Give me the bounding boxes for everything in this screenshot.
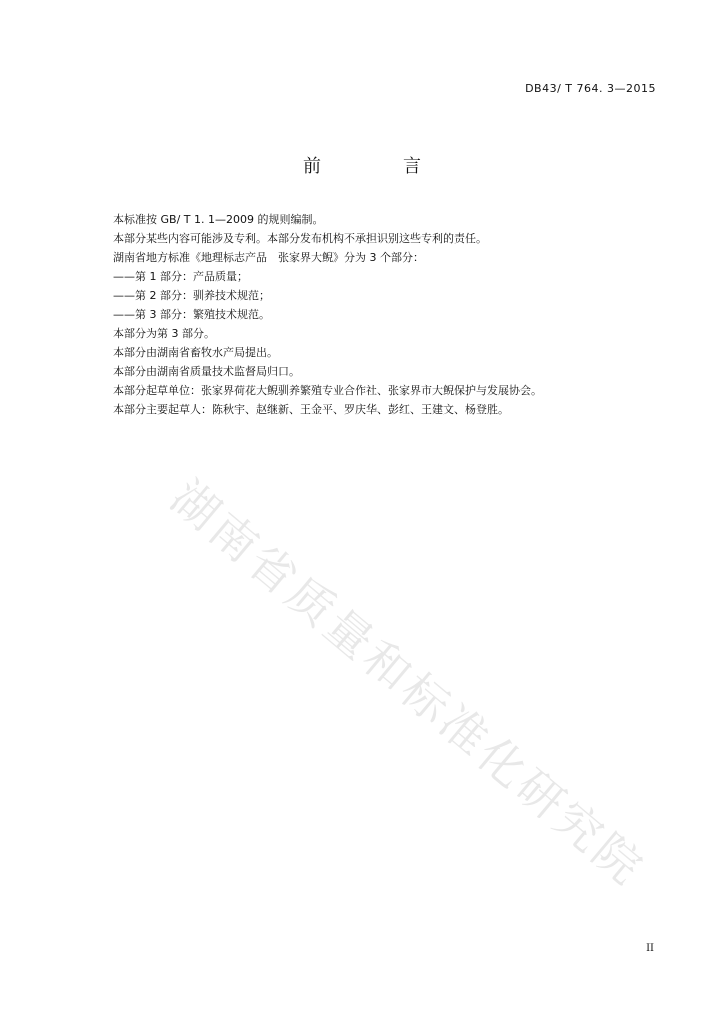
- paragraph-line: ——第 2 部分：驯养技术规范；: [113, 289, 270, 302]
- paragraph-line: 本部分主要起草人：陈秋宇、赵继新、王金平、罗庆华、彭红、王建文、杨登胜。: [113, 403, 509, 416]
- standard-code: DB43/ T 764. 3—2015: [525, 82, 656, 95]
- paragraph-line: 本部分由湖南省质量技术监督局归口。: [113, 365, 300, 378]
- paragraph-line: 湖南省地方标准《地理标志产品 张家界大鲵》分为 3 个部分：: [113, 251, 424, 264]
- paragraph-line: ——第 1 部分：产品质量；: [113, 270, 248, 283]
- paragraph-line: 本部分由湖南省畜牧水产局提出。: [113, 346, 278, 359]
- paragraph-line: 本部分起草单位：张家界荷花大鲵驯养繁殖专业合作社、张家界市大鲵保护与发展协会。: [113, 384, 542, 397]
- foreword-body: [113, 210, 673, 419]
- page-title: 前 言: [303, 156, 453, 177]
- page-number: II: [646, 943, 654, 954]
- paragraph-line: 本部分某些内容可能涉及专利。本部分发布机构不承担识别这些专利的责任。: [113, 232, 487, 245]
- paragraph-line: 本部分为第 3 部分。: [113, 327, 215, 340]
- paragraph-line: ——第 3 部分：繁殖技术规范。: [113, 308, 270, 321]
- watermark: 湖南省质量和标准化研究院: [160, 469, 656, 897]
- paragraph-line: 本标准按 GB/ T 1. 1—2009 的规则编制。: [113, 213, 324, 226]
